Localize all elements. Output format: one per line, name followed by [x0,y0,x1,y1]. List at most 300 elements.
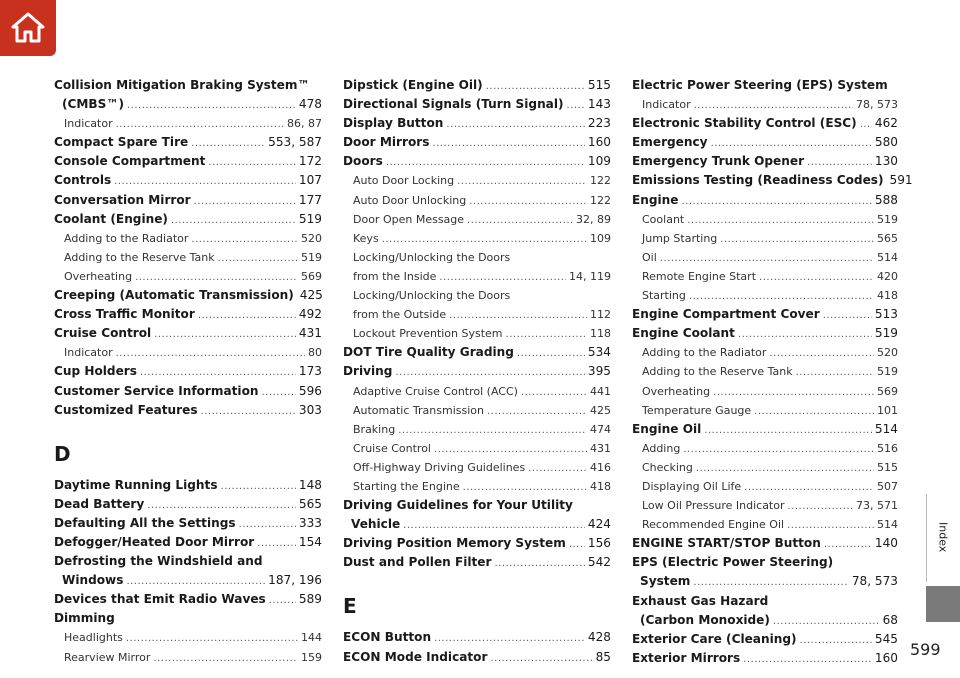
index-subentry[interactable] [632,343,898,362]
entry-term: Coolant (Engine) [54,211,168,226]
dot-leader [434,440,587,459]
entry-term: ECON Button [343,630,432,645]
index-subentry[interactable] [343,191,611,210]
page-reference-link[interactable]: 545 [874,631,898,646]
dot-leader [154,325,296,344]
page-reference-link[interactable]: 428 [587,630,611,645]
index-entry[interactable] [54,533,322,552]
dot-leader [469,192,587,211]
dot-leader [796,363,874,382]
page-reference-link[interactable]: 474 [590,422,611,436]
index-entry-heading: Exhaust Gas Hazard [632,593,769,608]
page-reference-link[interactable]: 515 [877,460,898,474]
index-subentry[interactable] [54,628,322,647]
page-reference-link[interactable]: 109 [587,154,611,169]
dot-leader [257,534,296,553]
index-entry-heading: Electric Power Steering (EPS) System [632,78,888,92]
page-reference-link[interactable]: 85 [595,649,611,664]
index-entry[interactable] [54,95,322,114]
page-reference-link[interactable]: 520 [301,231,322,245]
page-reference-link[interactable]: 122 [590,193,611,207]
entry-term: Doors [343,154,383,169]
entry-term: Defaulting All the Settings [54,515,236,530]
page-reference-link[interactable]: 431 [590,441,611,455]
dot-leader [114,172,296,191]
entry-term: Emergency Trunk Opener [632,154,805,169]
index-entry[interactable] [632,152,898,171]
index-entry[interactable] [343,362,611,381]
index-subentry[interactable] [343,324,611,343]
index-column-2 [343,76,611,667]
page-reference-link[interactable]: 154 [298,534,322,549]
dot-leader [711,134,872,153]
page-reference-link[interactable]: 333 [298,515,322,530]
index-entry[interactable] [54,401,322,420]
index-entry[interactable] [632,171,913,190]
entry-term: Directional Signals (Turn Signal) [343,97,564,112]
page-reference-link[interactable]: 418 [877,289,898,303]
entry-term: Vehicle [351,517,401,532]
page-reference-link[interactable]: 565 [877,231,898,245]
index-subentry[interactable] [343,171,611,190]
page-reference-link[interactable]: 492 [298,307,322,322]
entry-term: Adding to the Reserve Tank [642,365,793,379]
index-side-tab[interactable] [926,512,960,562]
page-reference-link[interactable]: 588 [874,192,898,207]
index-entry[interactable] [54,571,322,590]
index-entry[interactable] [343,76,611,95]
dot-leader [487,402,587,421]
index-subentry[interactable] [632,210,898,229]
page-reference-link[interactable]: 160 [587,135,611,150]
page-reference-link[interactable]: 78, 573 [851,574,898,589]
page-reference-link[interactable]: 513 [874,307,898,322]
page-reference-link[interactable]: 156 [587,536,611,551]
page-reference-link[interactable]: 112 [590,308,611,322]
dot-leader [569,535,585,554]
index-entry[interactable] [343,133,611,152]
dot-leader [127,96,296,115]
index-subentry[interactable] [343,439,611,458]
index-entry[interactable] [343,553,611,572]
dot-leader [687,211,874,230]
dot-leader [116,344,305,363]
dot-leader [398,421,587,440]
page-reference-link[interactable]: 569 [301,269,322,283]
page-reference-link[interactable]: 109 [590,231,611,245]
page-reference-link[interactable]: 173 [298,364,322,379]
entry-term: from the Outside [353,308,447,322]
entry-term: Dust and Pollen Filter [343,555,492,570]
dot-leader [754,402,874,421]
dot-leader [494,554,584,573]
page-reference-link[interactable]: 507 [877,479,898,493]
dot-leader [403,516,585,535]
index-entry[interactable] [343,343,611,362]
dot-leader [800,631,872,650]
dot-leader [191,134,265,153]
index-entry[interactable] [632,572,898,591]
dot-leader [386,153,585,172]
dot-leader [126,629,298,648]
page-reference-link[interactable]: 143 [587,97,611,112]
dot-leader [693,573,848,592]
index-subentry[interactable] [343,382,611,401]
entry-term: Creeping (Automatic Transmission) [54,288,294,303]
dot-leader [140,363,296,382]
page-reference-link[interactable]: 519 [877,212,898,226]
dot-leader [446,115,585,134]
page-reference-link[interactable]: 160 [874,650,898,665]
index-entry[interactable] [632,649,898,668]
dot-leader [689,287,874,306]
index-subentry[interactable] [54,648,322,667]
page-reference-link[interactable]: 86, 87 [287,117,322,131]
dot-leader [191,230,298,249]
entry-term: Cruise Control [54,326,152,341]
index-entry[interactable] [54,362,322,381]
dot-leader [221,477,296,496]
dot-leader [239,515,296,534]
dot-leader [683,440,874,459]
dot-leader [694,96,853,115]
entry-term: Auto Door Locking [353,174,455,188]
entry-term: Customized Features [54,402,198,417]
index-entry[interactable] [632,133,898,152]
index-subentry[interactable] [54,343,322,362]
entry-term: Windows [62,573,124,588]
dot-leader [153,649,298,668]
dot-leader [823,306,872,325]
index-entry[interactable] [54,495,322,514]
index-subentry[interactable] [632,267,898,286]
dot-leader [486,77,585,96]
page-reference-link[interactable]: 441 [590,384,611,398]
entry-term: Engine Coolant [632,326,735,341]
entry-term: Engine Oil [632,421,702,436]
index-subentry[interactable] [343,420,611,439]
page-reference-link[interactable]: 591 [889,173,913,188]
index-subentry[interactable] [54,229,322,248]
dot-leader [269,591,296,610]
page-reference-link[interactable]: 144 [301,631,322,645]
page-reference-link[interactable]: 425 [299,288,323,303]
index-entry[interactable] [343,534,611,553]
index-entry[interactable] [343,152,611,171]
index-entry[interactable] [54,152,322,171]
entry-term: Recommended Engine Oil [642,518,785,532]
dot-leader [432,134,584,153]
index-column-3 [632,76,913,668]
index-subentry[interactable] [632,286,898,305]
page-reference-link[interactable]: 514 [877,518,898,532]
entry-term: Off-Highway Driving Guidelines [353,460,526,474]
page-reference-link[interactable]: 542 [587,555,611,570]
index-entry[interactable] [632,324,898,343]
index-tab-marker [926,586,960,622]
index-subentry[interactable] [54,248,322,267]
entry-term: Adding to the Radiator [64,231,189,245]
index-entry[interactable] [632,420,898,439]
page-reference-link[interactable]: 569 [877,384,898,398]
index-subentry[interactable] [632,458,898,477]
entry-term: Indicator [642,98,691,112]
dot-leader [457,172,587,191]
dot-leader [696,459,874,478]
page-reference-link[interactable]: 565 [298,496,322,511]
index-entry[interactable] [343,95,611,114]
dot-leader [490,649,592,668]
dot-leader [788,497,853,516]
entry-term: Driving [343,364,393,379]
index-entry[interactable] [632,611,898,630]
page-reference-link[interactable]: 516 [877,441,898,455]
dot-leader [463,478,587,497]
page-reference-link[interactable]: 519 [298,211,322,226]
page-reference-link[interactable]: 420 [877,269,898,283]
index-subentry[interactable] [632,248,898,267]
entry-term: Console Compartment [54,154,206,169]
entry-term: Door Open Message [353,212,465,226]
index-entry[interactable] [343,628,611,647]
entry-term: Devices that Emit Radio Waves [54,592,266,607]
page-reference-link[interactable]: 14, 119 [569,269,611,283]
index-entry[interactable] [54,382,322,401]
entry-term: DOT Tire Quality Grading [343,345,514,360]
entry-term: Electronic Stability Control (ESC) [632,116,857,131]
page-reference-link[interactable]: 553, 587 [268,135,322,150]
dot-leader [506,325,587,344]
index-subentry[interactable] [54,267,322,286]
entry-term: Remote Engine Start [642,269,757,283]
index-entry-heading: Collision Mitigation Braking System™ [54,78,310,92]
page-reference-link[interactable]: 424 [587,517,611,532]
page-reference-link[interactable]: 118 [590,327,611,341]
index-subentry[interactable] [343,229,611,248]
page-reference-link[interactable]: 159 [301,650,322,664]
page-reference-link[interactable]: 187, 196 [268,573,322,588]
index-entry-heading: Dimming [54,611,115,626]
index-entry[interactable] [632,534,898,553]
index-subentry[interactable] [632,496,898,515]
page-reference-link[interactable]: 418 [590,479,611,493]
entry-term: Keys [353,231,379,245]
page-reference-link[interactable]: 596 [298,383,322,398]
entry-term: Engine Compartment Cover [632,307,820,322]
dot-leader [860,115,872,134]
dot-leader [198,306,296,325]
dot-leader [439,268,566,287]
index-entry[interactable] [54,191,322,210]
dot-leader [135,268,298,287]
index-subentry[interactable] [343,458,611,477]
index-entry[interactable] [632,191,898,210]
page-reference-link[interactable]: 478 [298,97,322,112]
dot-leader [769,344,874,363]
page-reference-link[interactable]: 107 [298,173,322,188]
entry-term: (Carbon Monoxide) [640,612,770,627]
section-letter: D [54,441,71,466]
entry-term: Headlights [64,631,123,645]
entry-term: Cup Holders [54,364,137,379]
index-subentry[interactable] [632,477,898,496]
dot-leader [528,459,587,478]
index-subentry[interactable] [632,229,898,248]
page-reference-link[interactable]: 223 [587,116,611,131]
index-entry[interactable] [54,305,322,324]
entry-term: Compact Spare Tire [54,135,189,150]
page-reference-link[interactable]: 515 [587,78,611,92]
page-reference-link[interactable]: 395 [587,364,611,379]
index-subentry-heading: Locking/Unlocking the Doors [353,250,511,264]
home-icon [10,10,46,46]
entry-term: Daytime Running Lights [54,477,218,492]
entry-term: Oil [642,250,657,264]
index-entry[interactable] [54,476,322,495]
index-entry[interactable] [54,514,322,533]
entry-term: Door Mirrors [343,135,430,150]
entry-term: Starting the Engine [353,479,460,493]
entry-term: System [640,574,691,589]
entry-term: Indicator [64,346,113,360]
entry-term: Braking [353,422,396,436]
page-reference-link[interactable]: 122 [590,174,611,188]
index-entry-heading: Driving Guidelines for Your Utility [343,498,573,513]
index-entry[interactable] [343,114,611,133]
index-entry[interactable] [343,515,611,534]
home-button[interactable] [0,0,56,56]
page-reference-link[interactable]: 32, 89 [576,212,611,226]
page-reference-link[interactable]: 431 [298,326,322,341]
entry-term: Cross Traffic Monitor [54,307,195,322]
entry-term: (CMBS™) [62,97,124,112]
page-reference-link[interactable]: 148 [298,477,322,492]
dot-leader [743,650,872,669]
page-reference-link[interactable]: 589 [298,592,322,607]
index-entry[interactable] [54,286,322,305]
dot-leader [395,363,584,382]
dot-leader [720,230,874,249]
entry-term: from the Inside [353,269,437,283]
index-entry[interactable] [632,305,898,324]
dot-leader [467,211,573,230]
page-reference-link[interactable]: 177 [298,192,322,207]
page-reference-link[interactable]: 140 [874,536,898,551]
page-reference-link[interactable]: 101 [877,403,898,417]
entry-term: Auto Door Unlocking [353,193,467,207]
section-letter: E [343,594,357,619]
dot-leader [682,192,872,211]
index-entry[interactable] [54,133,322,152]
entry-term: Adding [642,441,681,455]
index-entry-heading: Defrosting the Windshield and [54,554,263,569]
index-subentry[interactable] [54,114,322,133]
entry-term: Adding to the Radiator [642,346,767,360]
entry-term: Driving Position Memory System [343,536,566,551]
page-reference-link[interactable]: 172 [298,154,322,169]
entry-term: Adaptive Cruise Control (ACC) [353,384,518,398]
entry-term: Coolant [642,212,685,226]
dot-leader [517,344,585,363]
entry-term: Emergency [632,135,708,150]
index-subentry[interactable] [632,515,898,534]
index-entry[interactable] [54,210,322,229]
index-entry[interactable] [632,630,898,649]
page-number: 599 [910,640,941,659]
entry-term: Adding to the Reserve Tank [64,250,215,264]
index-subentry[interactable] [343,305,611,324]
entry-term: Overheating [64,269,133,283]
page-reference-link[interactable]: 425 [590,403,611,417]
index-subentry[interactable] [343,401,611,420]
page-reference-link[interactable]: 514 [877,250,898,264]
dot-leader [521,383,587,402]
page-reference-link[interactable]: 534 [587,345,611,360]
page-reference-link[interactable]: 519 [877,365,898,379]
index-subentry[interactable] [632,95,898,114]
entry-term: Dipstick (Engine Oil) [343,78,483,92]
entry-term: Display Button [343,116,444,131]
entry-term: Overheating [642,384,711,398]
page-reference-link[interactable]: 80 [308,346,322,360]
dot-leader [434,629,585,648]
index-subentry[interactable] [632,401,898,420]
page-reference-link[interactable]: 580 [874,135,898,150]
dot-leader [116,115,284,134]
page-reference-link[interactable]: 78, 573 [856,98,898,112]
index-subentry[interactable] [632,439,898,458]
entry-term: Low Oil Pressure Indicator [642,499,785,513]
index-entry[interactable] [54,324,322,343]
index-subentry[interactable] [343,210,611,229]
index-entry[interactable] [343,648,611,667]
dot-leader [218,249,298,268]
dot-leader [126,572,265,591]
index-subentry[interactable] [632,362,898,381]
page-reference-link[interactable]: 73, 571 [856,499,898,513]
index-entry[interactable] [54,171,322,190]
index-column-1 [54,76,322,667]
index-entry[interactable] [632,114,898,133]
entry-term: Automatic Transmission [353,403,484,417]
dot-leader [382,230,587,249]
page-reference-link[interactable]: 519 [301,250,322,264]
index-subentry-heading: Locking/Unlocking the Doors [353,289,511,303]
entry-term: Starting [642,289,686,303]
page-reference-link[interactable]: 462 [874,116,898,131]
page-reference-link[interactable]: 520 [877,346,898,360]
index-subentry[interactable] [343,267,611,286]
index-subentry[interactable] [632,382,898,401]
index-entry[interactable] [54,590,322,609]
entry-term: Cruise Control [353,441,431,455]
dot-leader [787,516,874,535]
entry-term: Emissions Testing (Readiness Codes) [632,173,884,188]
entry-term: Conversation Mirror [54,192,191,207]
dot-leader [824,535,872,554]
page-reference-link[interactable]: 519 [874,326,898,341]
index-subentry[interactable] [343,477,611,496]
page-reference-link[interactable]: 130 [874,154,898,169]
entry-term: Checking [642,460,693,474]
entry-term: Indicator [64,117,113,131]
page-reference-link[interactable]: 68 [882,612,898,627]
page-reference-link[interactable]: 514 [874,421,898,436]
page-reference-link[interactable]: 416 [590,460,611,474]
entry-term: Controls [54,173,112,188]
page-reference-link[interactable]: 303 [298,402,322,417]
entry-term: Defogger/Heated Door Mirror [54,534,255,549]
